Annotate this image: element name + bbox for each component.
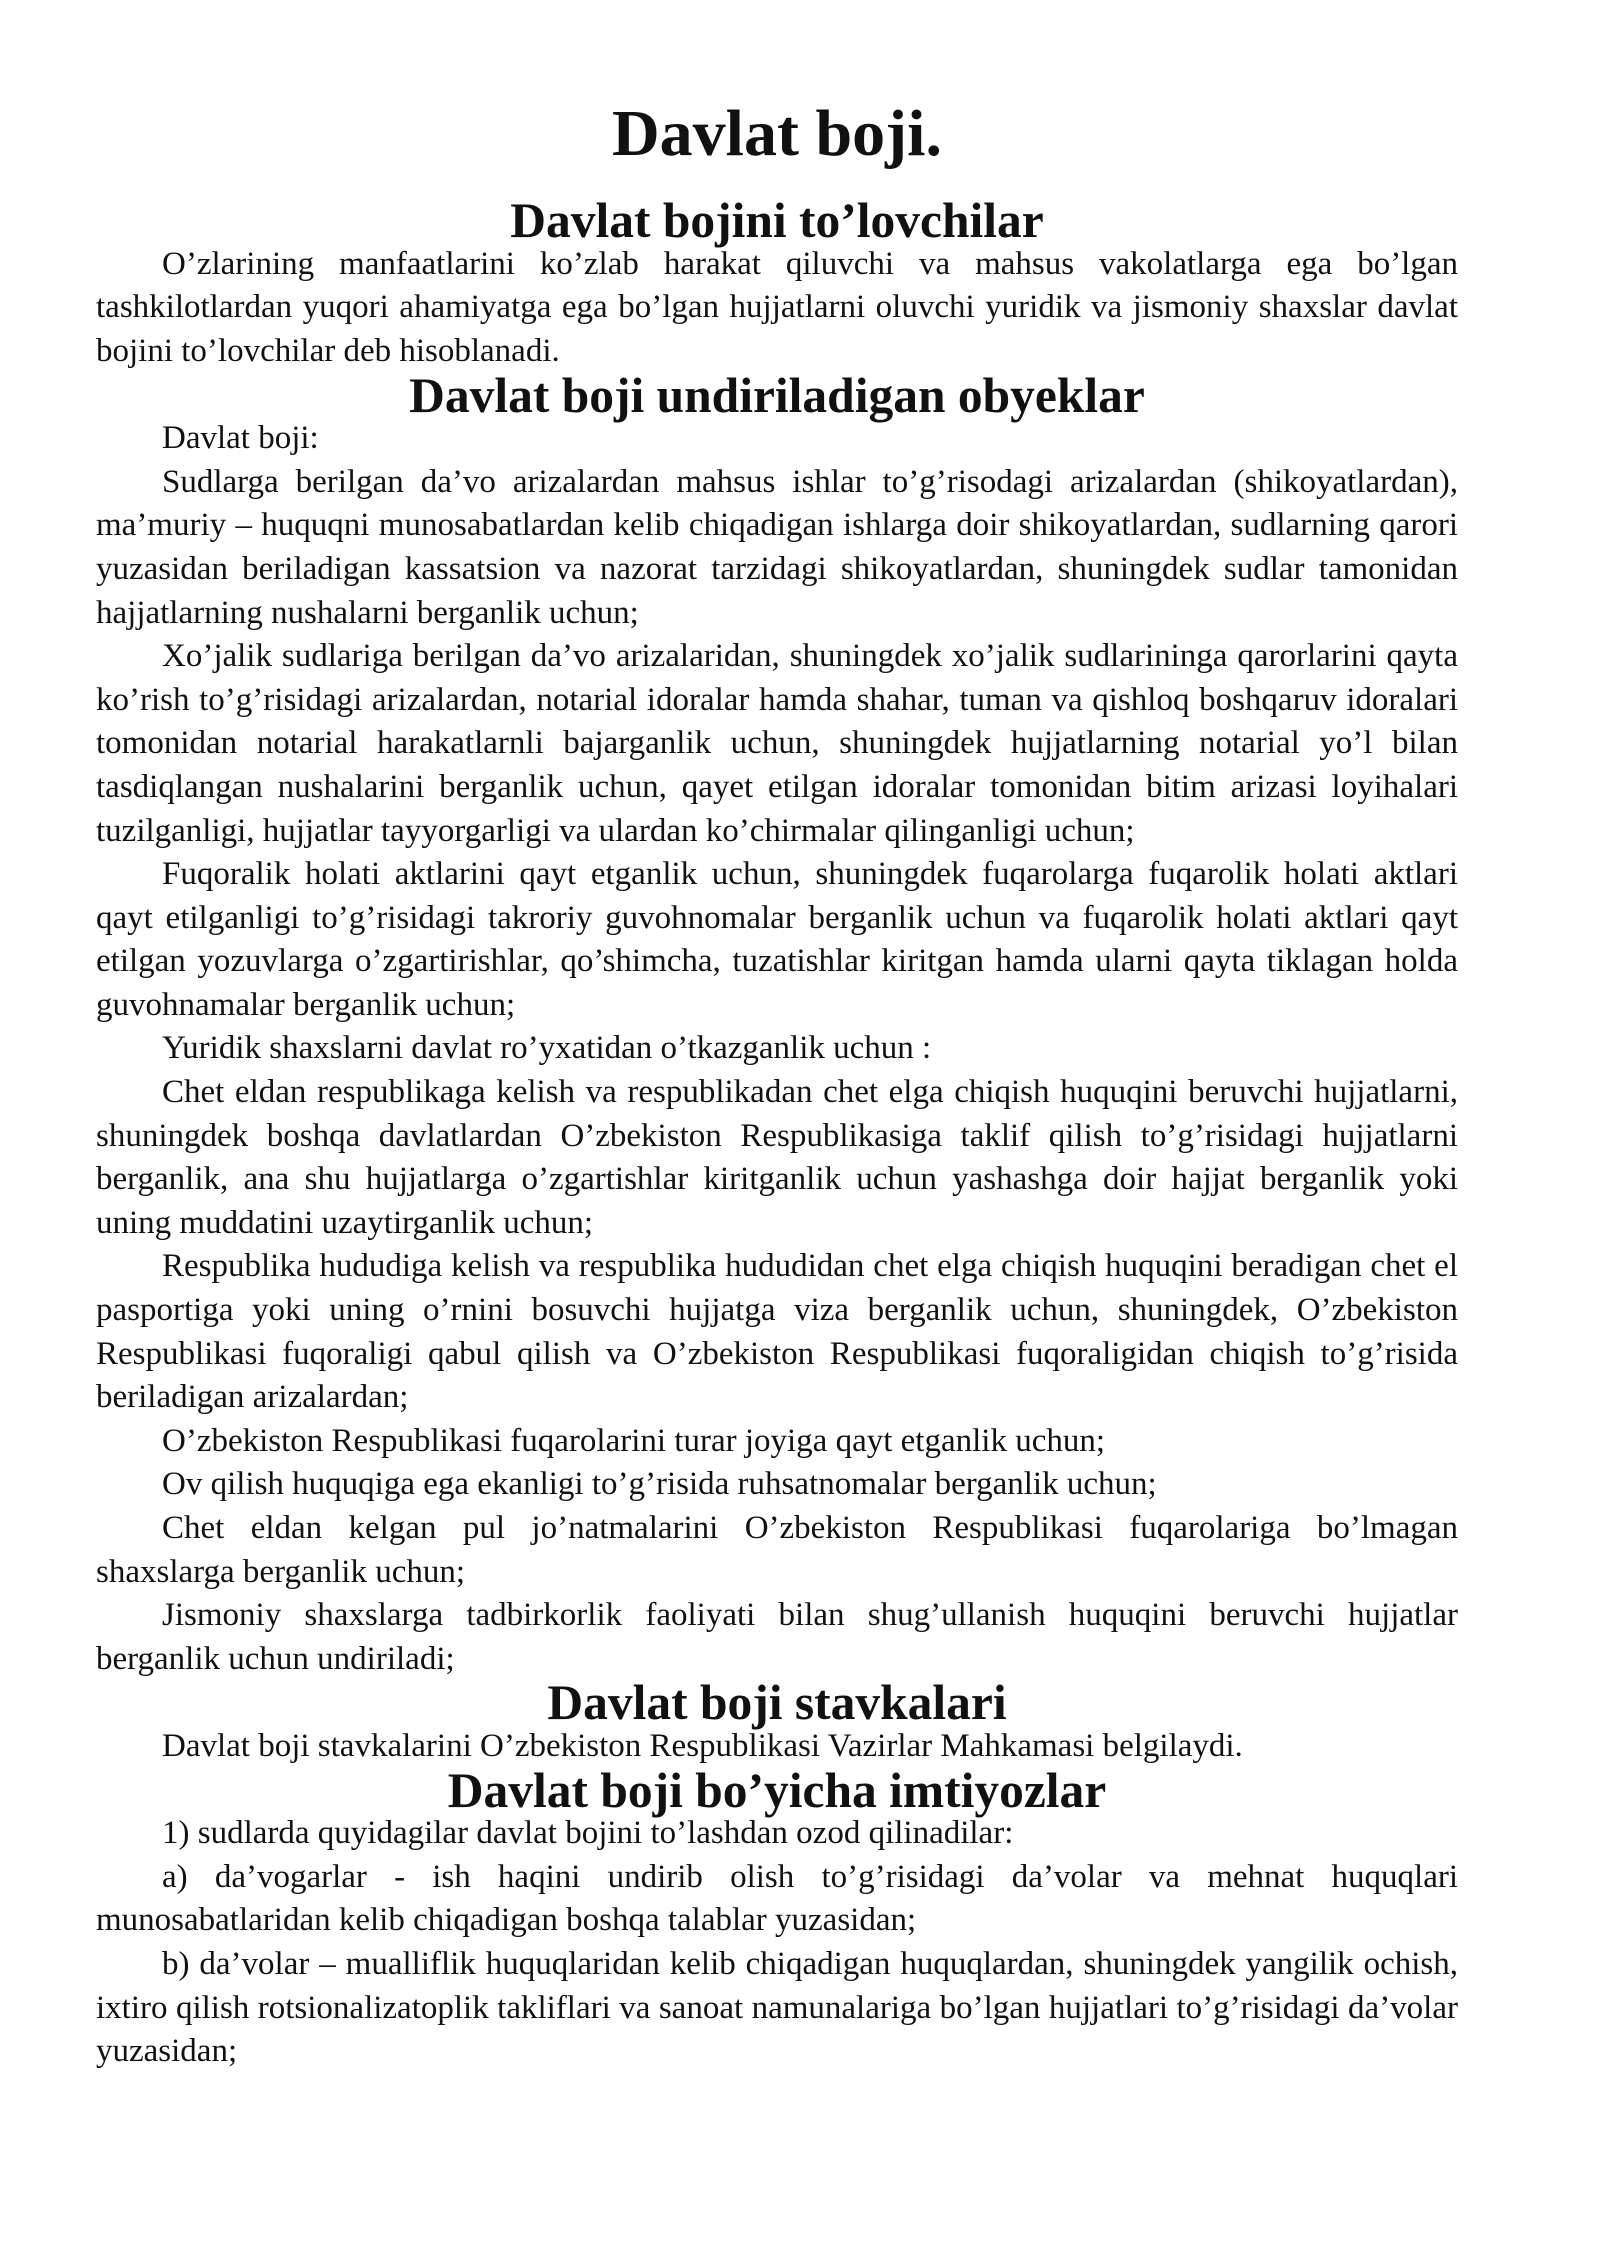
section-heading-rates: Davlat boji stavkalari (547, 1675, 1007, 1731)
paragraph: Xo’jalik sudlariga berilgan da’vo arizalaridan, shuningdek xo’jalik sudlarininga qarorlarini qayta ko’rish to’g’risidagi arizalardan, notarial idoralar hamda shahar, tuman va qishloq boshqaruv idoralari tomonidan notarial harakatlarnli bajarganlik uchun, shuningdek hujjatlarning notarial yo’l bilan tasdiqlangan nushalarini berganlik uchun, qayet etilgan idoralar tomonidan bitim arizasi loyihalari tuzilganligi, hujjatlar tayyorgarligi va ulardan ko’chirmalar qilinganligi uchun; (96, 638, 1458, 849)
section-heading-objects: Davlat boji undiriladigan obyeklar (409, 367, 1145, 423)
paragraph: O’zlarining manfaatlarini ko’zlab harakat qiluvchi va mahsus vakolatlarga ega bo’lgan tashkilotlardan yuqori ahamiyatga ega bo’lgan hujjatlarni oluvchi yuridik va jismoniy shaxslar davlat bojini to’lovchilar deb hisoblanadi. (96, 245, 1458, 369)
paragraph: Jismoniy shaxslarga tadbirkorlik faoliyati bilan shug’ullanish huquqini beruvchi hujjatlar berganlik uchun undiriladi; (96, 1597, 1458, 1677)
paragraph: Ov qilish huquqiga ega ekanligi to’g’risida ruhsatnomalar berganlik uchun; (162, 1466, 1157, 1503)
paragraph: Davlat boji stavkalarini O’zbekiston Respublikasi Vazirlar Mahkamasi belgilaydi. (162, 1727, 1243, 1764)
paragraph: Yuridik shaxslarni davlat ro’yxatidan o’tkazganlik uchun : (162, 1030, 932, 1067)
document-title: Davlat boji. (612, 97, 942, 170)
paragraph: Chet eldan kelgan pul jo’natmalarini O’zbekiston Respublikasi fuqarolariga bo’lmagan shaxslarga berganlik uchun; (96, 1510, 1458, 1590)
paragraph: Respublika hududiga kelish va respublika hududidan chet elga chiqish huquqini beradigan chet el pasportiga yoki uning o’rnini bosuvchi hujjatga viza berganlik uchun, shuningdek, O’zbekiston Respublikasi fuqoraligi qabul qilish va O’zbekiston Respublikasi fuqoraligidan chiqish to’g’risida beriladigan arizalardan; (96, 1248, 1458, 1416)
paragraph: a) da’vogarlar - ish haqini undirib olish to’g’risidagi da’volar va mehnat huquqlari munosabatlaridan kelib chiqadigan boshqa talablar yuzasidan; (96, 1858, 1458, 1939)
paragraph: Sudlarga berilgan da’vo arizalardan mahsus ishlar to’g’risodagi arizalardan (shikoyatlardan), ma’muriy – huquqni munosabatlardan kelib chiqadigan ishlarga doir shikoyatlardan, sudlarning qarori yuzasidan beriladigan kassatsion va nazorat tarzidagi shikoyatlardan, shuningdek sudlar tamonidan hajjatlarning nushalarni berganlik uchun; (96, 463, 1458, 631)
paragraph: Chet eldan respublikaga kelish va respublikadan chet elga chiqish huquqini beruvchi hujjatlarni, shuningdek boshqa davlatlardan O’zbekiston Respublikasiga taklif qilish to’g’risidagi hujjatlarni berganlik, ana shu hujjatlarga o’zgartishlar kiritganlik uchun yashashga doir hajjat berganlik yoki uning muddatini uzaytirganlik uchun; (96, 1074, 1458, 1241)
section-heading-payers: Davlat bojini to’lovchilar (510, 193, 1044, 249)
paragraph: 1) sudlarda quyidagilar davlat bojini to’lashdan ozod qilinadilar: (162, 1815, 1014, 1852)
paragraph: b) da’volar – mualliflik huquqlaridan kelib chiqadigan huquqlardan, shuningdek yangilik ochish, ixtiro qilish rotsionalizatoplik takliflari va sanoat namunalariga bo’lgan hujjatlari to’g’risidagi da’volar yuzasidan; (96, 1945, 1458, 2070)
paragraph: O’zbekiston Respublikasi fuqarolarini turar joyiga qayt etganlik uchun; (162, 1422, 1106, 1459)
paragraph: Davlat boji: (162, 420, 319, 457)
document-page (96, 97, 1458, 2074)
paragraph: Fuqoralik holati aktlarini qayt etganlik uchun, shuningdek fuqarolarga fuqarolik holati aktlari qayt etilganligi to’g’risidagi takroriy guvohnomalar berganlik uchun va fuqarolik holati aktlari qayt etilgan yozuvlarga o’zgartirishlar, qo’shimcha, tuzatishlar kiritgan hamda ularni qayta tiklagan holda guvohnamalar berganlik uchun; (96, 856, 1458, 1023)
section-heading-benefits: Davlat boji bo’yicha imtiyozlar (447, 1762, 1107, 1818)
